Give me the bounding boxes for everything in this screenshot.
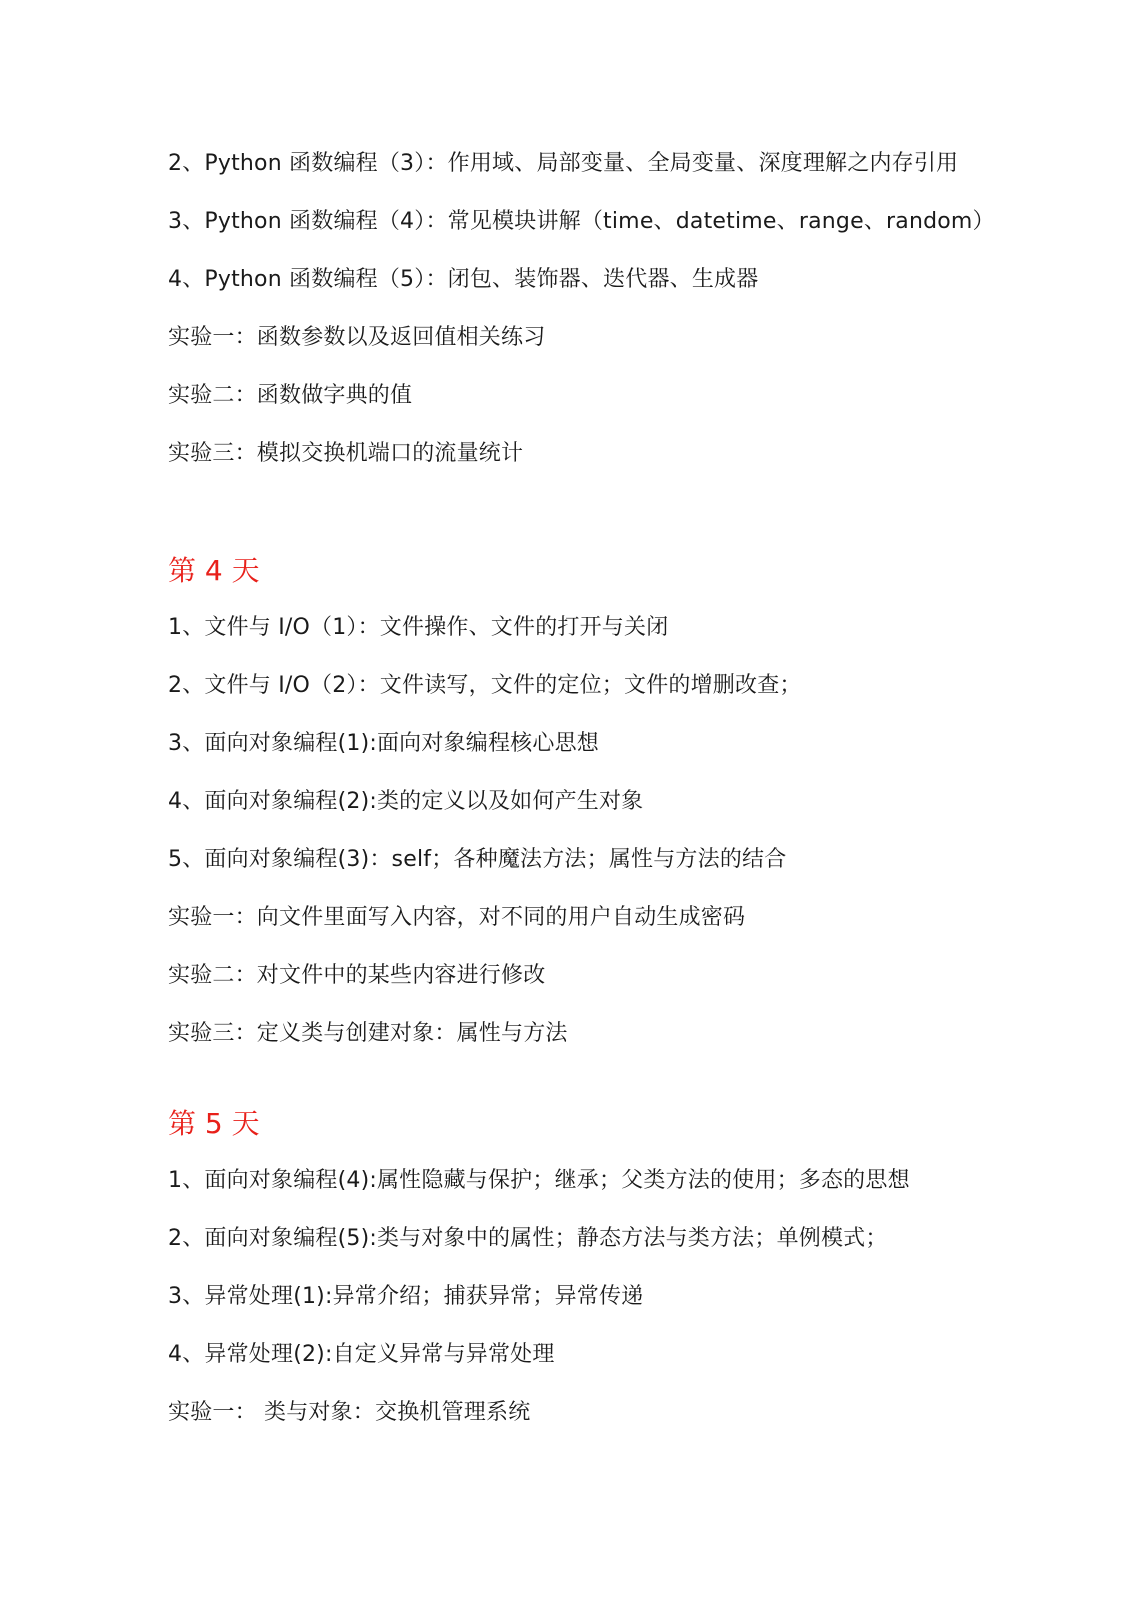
lab-item: 实验一： 类与对象：交换机管理系统	[168, 1400, 531, 1425]
lab-item: 实验一：函数参数以及返回值相关练习	[168, 325, 546, 350]
lab-item: 实验二：函数做字典的值	[168, 383, 413, 408]
course-item: 1、面向对象编程(4):属性隐藏与保护；继承；父类方法的使用；多态的思想	[168, 1168, 910, 1193]
course-item: 2、Python 函数编程（3）：作用域、局部变量、全局变量、深度理解之内存引用	[168, 151, 959, 176]
lab-item: 实验一：向文件里面写入内容，对不同的用户自动生成密码	[168, 905, 746, 930]
day-4-heading: 第 4 天	[168, 554, 260, 587]
course-item: 3、面向对象编程(1):面向对象编程核心思想	[168, 731, 599, 756]
course-item: 2、面向对象编程(5):类与对象中的属性；静态方法与类方法；单例模式；	[168, 1226, 888, 1251]
lab-item: 实验二：对文件中的某些内容进行修改	[168, 963, 546, 988]
lab-item: 实验三：定义类与创建对象：属性与方法	[168, 1021, 568, 1046]
lab-item: 实验三：模拟交换机端口的流量统计	[168, 441, 524, 466]
course-item: 2、文件与 I/O（2）：文件读写，文件的定位；文件的增删改查；	[168, 673, 802, 698]
course-item: 1、文件与 I/O（1）：文件操作、文件的打开与关闭	[168, 615, 669, 640]
course-item: 4、面向对象编程(2):类的定义以及如何产生对象	[168, 789, 644, 814]
course-item: 3、Python 函数编程（4）：常见模块讲解（time、datetime、range、random）	[168, 209, 995, 234]
course-item: 4、Python 函数编程（5）：闭包、装饰器、迭代器、生成器	[168, 267, 759, 292]
course-item: 3、异常处理(1):异常介绍；捕获异常；异常传递	[168, 1284, 644, 1309]
day-5-heading: 第 5 天	[168, 1107, 260, 1140]
course-item: 4、异常处理(2):自定义异常与异常处理	[168, 1342, 555, 1367]
course-item: 5、面向对象编程(3)：self；各种魔法方法；属性与方法的结合	[168, 847, 787, 872]
